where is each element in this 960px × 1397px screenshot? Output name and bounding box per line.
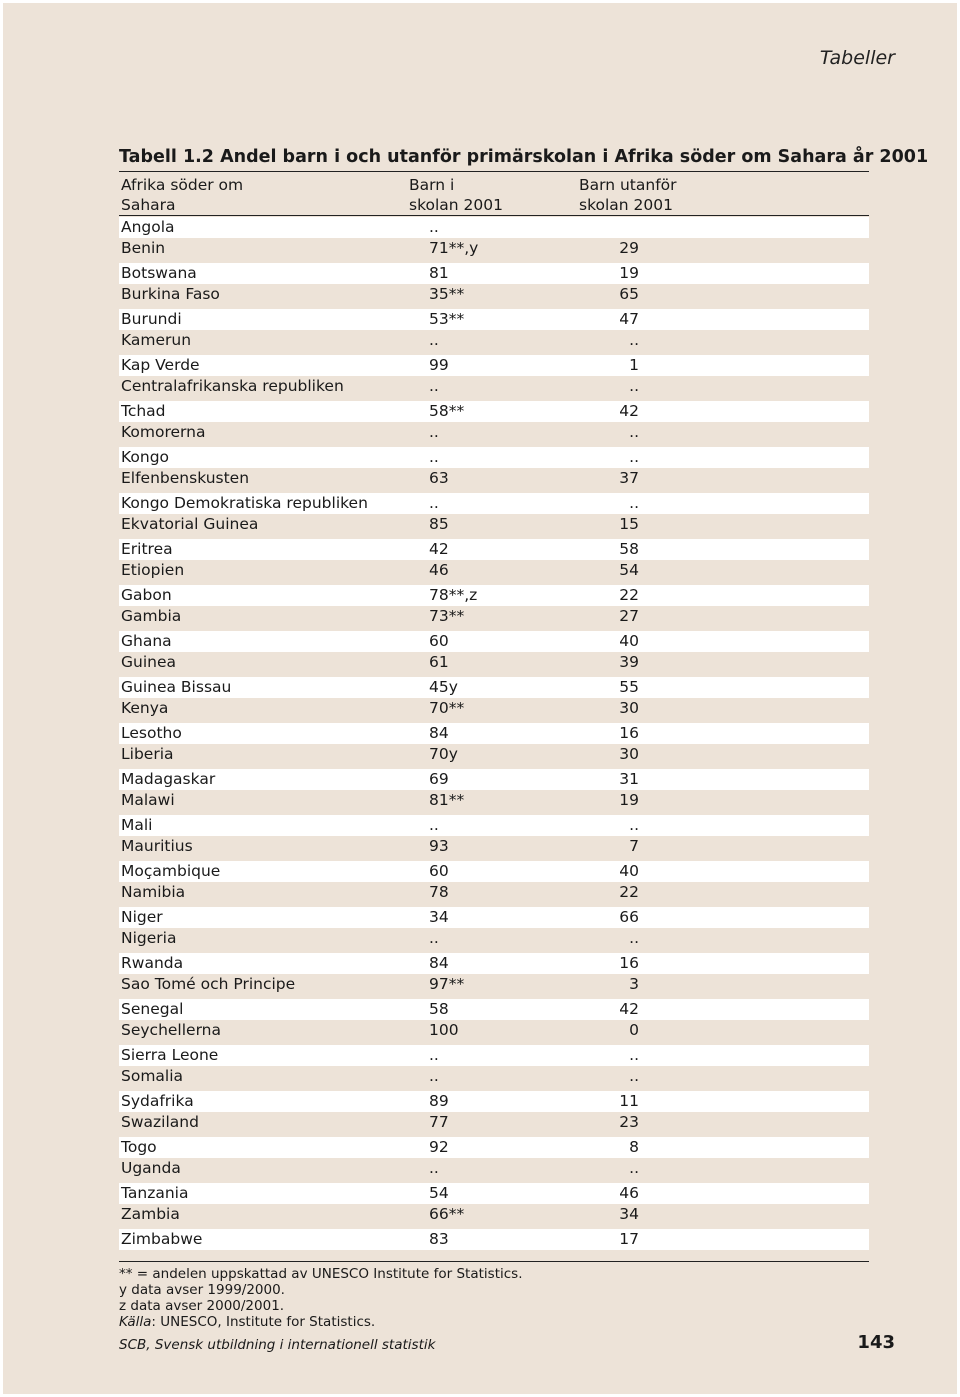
country-cell: Kongo Demokratiska republiken (121, 494, 368, 512)
table-row (119, 953, 869, 974)
table-row (119, 606, 869, 627)
in-school-cell: 100 (429, 1020, 459, 1039)
column-header-line: Sahara (121, 196, 176, 214)
country-cell: Senegal (121, 1000, 184, 1018)
out-of-school-cell: 19 (619, 264, 639, 282)
country-cell: Ghana (121, 632, 172, 650)
in-school-cell: 35** (429, 284, 465, 303)
table-row (119, 1066, 869, 1087)
table-row (119, 974, 869, 995)
table-row (119, 263, 869, 284)
table-row (119, 744, 869, 765)
table-row (119, 1204, 869, 1225)
table-row (119, 1045, 869, 1066)
country-cell: Eritrea (121, 540, 173, 558)
table-row (119, 928, 869, 949)
table-row (119, 769, 869, 790)
country-cell: Kamerun (121, 330, 192, 349)
out-of-school-cell: 30 (619, 744, 639, 763)
header-rule (119, 215, 869, 216)
country-cell: Sierra Leone (121, 1046, 219, 1064)
in-school-cell: .. (429, 448, 439, 466)
out-of-school-cell: 39 (619, 652, 639, 671)
out-of-school-cell: .. (629, 376, 639, 395)
in-school-cell: 83 (429, 1230, 449, 1248)
table-row (119, 585, 869, 606)
out-of-school-cell: 40 (619, 632, 639, 650)
country-cell: Kap Verde (121, 356, 200, 374)
source-text: : UNESCO, Institute for Statistics. (151, 1314, 376, 1330)
country-cell: Tchad (121, 402, 166, 420)
in-school-cell: 99 (429, 356, 449, 374)
in-school-cell: 63 (429, 468, 449, 487)
footnotes (119, 1266, 523, 1330)
table-row (119, 836, 869, 857)
country-cell: Kongo (121, 448, 170, 466)
table-row (119, 309, 869, 330)
country-cell: Malawi (121, 790, 175, 809)
out-of-school-cell: 17 (619, 1230, 639, 1248)
table-row (119, 238, 869, 259)
in-school-cell: 66** (429, 1204, 465, 1223)
out-of-school-cell: 42 (619, 1000, 639, 1018)
in-school-cell: .. (429, 816, 439, 834)
out-of-school-cell: .. (629, 1066, 639, 1085)
footnote: ** = andelen uppskattad av UNESCO Institute for Statistics. (119, 1266, 523, 1282)
column-header-line: Barn utanför (579, 176, 677, 194)
in-school-cell: .. (429, 218, 439, 236)
table-row (119, 468, 869, 489)
country-cell: Swaziland (121, 1112, 199, 1131)
table-row (119, 790, 869, 811)
table-row (119, 401, 869, 422)
out-of-school-cell: 15 (619, 514, 639, 533)
column-header-line: Afrika söder om (121, 176, 244, 194)
in-school-cell: 70y (429, 744, 458, 763)
in-school-cell: .. (429, 494, 439, 512)
table-row (119, 514, 869, 535)
in-school-cell: 85 (429, 514, 449, 533)
in-school-cell: 70** (429, 698, 465, 717)
country-cell: Elfenbenskusten (121, 468, 250, 487)
out-of-school-cell: .. (629, 1046, 639, 1064)
in-school-cell: 45y (429, 678, 458, 696)
out-of-school-cell: 54 (619, 560, 639, 579)
out-of-school-cell: 40 (619, 862, 639, 880)
page (3, 3, 957, 1394)
country-cell: Moçambique (121, 862, 221, 880)
country-cell: Ekvatorial Guinea (121, 514, 259, 533)
in-school-cell: 46 (429, 560, 449, 579)
table-row (119, 1112, 869, 1133)
out-of-school-cell: 11 (619, 1092, 639, 1110)
table-body (119, 217, 869, 1250)
table-row (119, 560, 869, 581)
table-row (119, 882, 869, 903)
column-header-out-of-school (579, 175, 677, 215)
table-row (119, 698, 869, 719)
out-of-school-cell: 3 (629, 974, 639, 993)
in-school-cell: .. (429, 1158, 439, 1177)
table-row (119, 631, 869, 652)
out-of-school-cell: 65 (619, 284, 639, 303)
table-row (119, 999, 869, 1020)
in-school-cell: 60 (429, 862, 449, 880)
country-cell: Guinea Bissau (121, 678, 232, 696)
country-cell: Sao Tomé och Principe (121, 974, 296, 993)
column-header-in-school (409, 175, 503, 215)
out-of-school-cell: 16 (619, 954, 639, 972)
in-school-cell: 77 (429, 1112, 449, 1131)
country-cell: Gambia (121, 606, 182, 625)
in-school-cell: 89 (429, 1092, 449, 1110)
in-school-cell: 84 (429, 954, 449, 972)
country-cell: Botswana (121, 264, 197, 282)
in-school-cell: .. (429, 1046, 439, 1064)
country-cell: Benin (121, 238, 166, 257)
footer-publication: SCB, Svensk utbildning i internationell statistik (119, 1337, 436, 1353)
country-cell: Nigeria (121, 928, 177, 947)
country-cell: Zimbabwe (121, 1230, 203, 1248)
column-header-line: skolan 2001 (579, 196, 673, 214)
table-row (119, 1091, 869, 1112)
country-cell: Togo (121, 1138, 157, 1156)
table-row (119, 422, 869, 443)
out-of-school-cell: 31 (619, 770, 639, 788)
out-of-school-cell: 27 (619, 606, 639, 625)
title-rule (119, 171, 869, 172)
in-school-cell: 34 (429, 908, 449, 926)
out-of-school-cell: 19 (619, 790, 639, 809)
page-number: 143 (857, 1332, 895, 1353)
table-row (119, 355, 869, 376)
table-bottom-rule (119, 1261, 869, 1262)
country-cell: Somalia (121, 1066, 184, 1085)
country-cell: Kenya (121, 698, 169, 717)
table-row (119, 493, 869, 514)
table-title: Tabell 1.2 Andel barn i och utanför primärskolan i Afrika söder om Sahara år 2001 (119, 147, 929, 167)
table-row (119, 723, 869, 744)
table-row (119, 1183, 869, 1204)
out-of-school-cell: 22 (619, 586, 639, 604)
out-of-school-cell: .. (629, 928, 639, 947)
in-school-cell: 71**,y (429, 238, 479, 257)
table-row (119, 330, 869, 351)
source-note (119, 1314, 523, 1330)
country-cell: Madagaskar (121, 770, 216, 788)
out-of-school-cell: 7 (629, 836, 639, 855)
in-school-cell: 60 (429, 632, 449, 650)
in-school-cell: 97** (429, 974, 465, 993)
out-of-school-cell: 1 (629, 356, 639, 374)
in-school-cell: 84 (429, 724, 449, 742)
out-of-school-cell: 16 (619, 724, 639, 742)
table-row (119, 376, 869, 397)
in-school-cell: 53** (429, 310, 465, 328)
in-school-cell: 81** (429, 790, 465, 809)
country-cell: Mali (121, 816, 153, 834)
table-row (119, 217, 869, 238)
in-school-cell: .. (429, 1066, 439, 1085)
country-cell: Burkina Faso (121, 284, 220, 303)
in-school-cell: 73** (429, 606, 465, 625)
country-cell: Zambia (121, 1204, 180, 1223)
out-of-school-cell: 8 (629, 1138, 639, 1156)
country-cell: Etiopien (121, 560, 185, 579)
out-of-school-cell: .. (629, 816, 639, 834)
in-school-cell: 81 (429, 264, 449, 282)
in-school-cell: .. (429, 928, 439, 947)
in-school-cell: 58** (429, 402, 465, 420)
country-cell: Sydafrika (121, 1092, 194, 1110)
table-row (119, 677, 869, 698)
country-cell: Rwanda (121, 954, 184, 972)
country-cell: Angola (121, 218, 175, 236)
in-school-cell: 42 (429, 540, 449, 558)
country-cell: Namibia (121, 882, 186, 901)
country-cell: Uganda (121, 1158, 181, 1177)
table-row (119, 447, 869, 468)
column-header-country (121, 175, 243, 215)
table-row (119, 907, 869, 928)
table-row (119, 1158, 869, 1179)
in-school-cell: 92 (429, 1138, 449, 1156)
table-row (119, 284, 869, 305)
country-cell: Gabon (121, 586, 172, 604)
table-row (119, 815, 869, 836)
country-cell: Burundi (121, 310, 182, 328)
country-cell: Seychellerna (121, 1020, 222, 1039)
table-row (119, 1020, 869, 1041)
out-of-school-cell: 23 (619, 1112, 639, 1131)
in-school-cell: 69 (429, 770, 449, 788)
out-of-school-cell: 22 (619, 882, 639, 901)
in-school-cell: .. (429, 422, 439, 441)
out-of-school-cell: 47 (619, 310, 639, 328)
out-of-school-cell: 34 (619, 1204, 639, 1223)
footnote: z data avser 2000/2001. (119, 1298, 285, 1314)
country-cell: Lesotho (121, 724, 182, 742)
out-of-school-cell: .. (629, 330, 639, 349)
out-of-school-cell: .. (629, 1158, 639, 1177)
table-row (119, 1229, 869, 1250)
country-cell: Guinea (121, 652, 176, 671)
country-cell: Liberia (121, 744, 174, 763)
country-cell: Tanzania (121, 1184, 189, 1202)
table-row (119, 539, 869, 560)
out-of-school-cell: .. (629, 494, 639, 512)
column-header-line: skolan 2001 (409, 196, 503, 214)
column-header-line: Barn i (409, 176, 455, 194)
table-row (119, 652, 869, 673)
country-cell: Mauritius (121, 836, 193, 855)
country-cell: Komorerna (121, 422, 206, 441)
running-header: Tabeller (819, 47, 895, 69)
out-of-school-cell: 66 (619, 908, 639, 926)
out-of-school-cell: 0 (629, 1020, 639, 1039)
table-row (119, 1137, 869, 1158)
out-of-school-cell: 29 (619, 238, 639, 257)
source-label: Källa (119, 1314, 152, 1330)
in-school-cell: 78**,z (429, 586, 478, 604)
in-school-cell: 58 (429, 1000, 449, 1018)
in-school-cell: .. (429, 330, 439, 349)
country-cell: Centralafrikanska republiken (121, 376, 344, 395)
in-school-cell: 93 (429, 836, 449, 855)
out-of-school-cell: 30 (619, 698, 639, 717)
out-of-school-cell: 58 (619, 540, 639, 558)
in-school-cell: .. (429, 376, 439, 395)
out-of-school-cell: 55 (619, 678, 639, 696)
out-of-school-cell: 46 (619, 1184, 639, 1202)
out-of-school-cell: .. (629, 422, 639, 441)
out-of-school-cell: .. (629, 448, 639, 466)
in-school-cell: 78 (429, 882, 449, 901)
country-cell: Niger (121, 908, 163, 926)
in-school-cell: 54 (429, 1184, 449, 1202)
out-of-school-cell: 37 (619, 468, 639, 487)
footnote: y data avser 1999/2000. (119, 1282, 285, 1298)
table-row (119, 861, 869, 882)
in-school-cell: 61 (429, 652, 449, 671)
out-of-school-cell: 42 (619, 402, 639, 420)
